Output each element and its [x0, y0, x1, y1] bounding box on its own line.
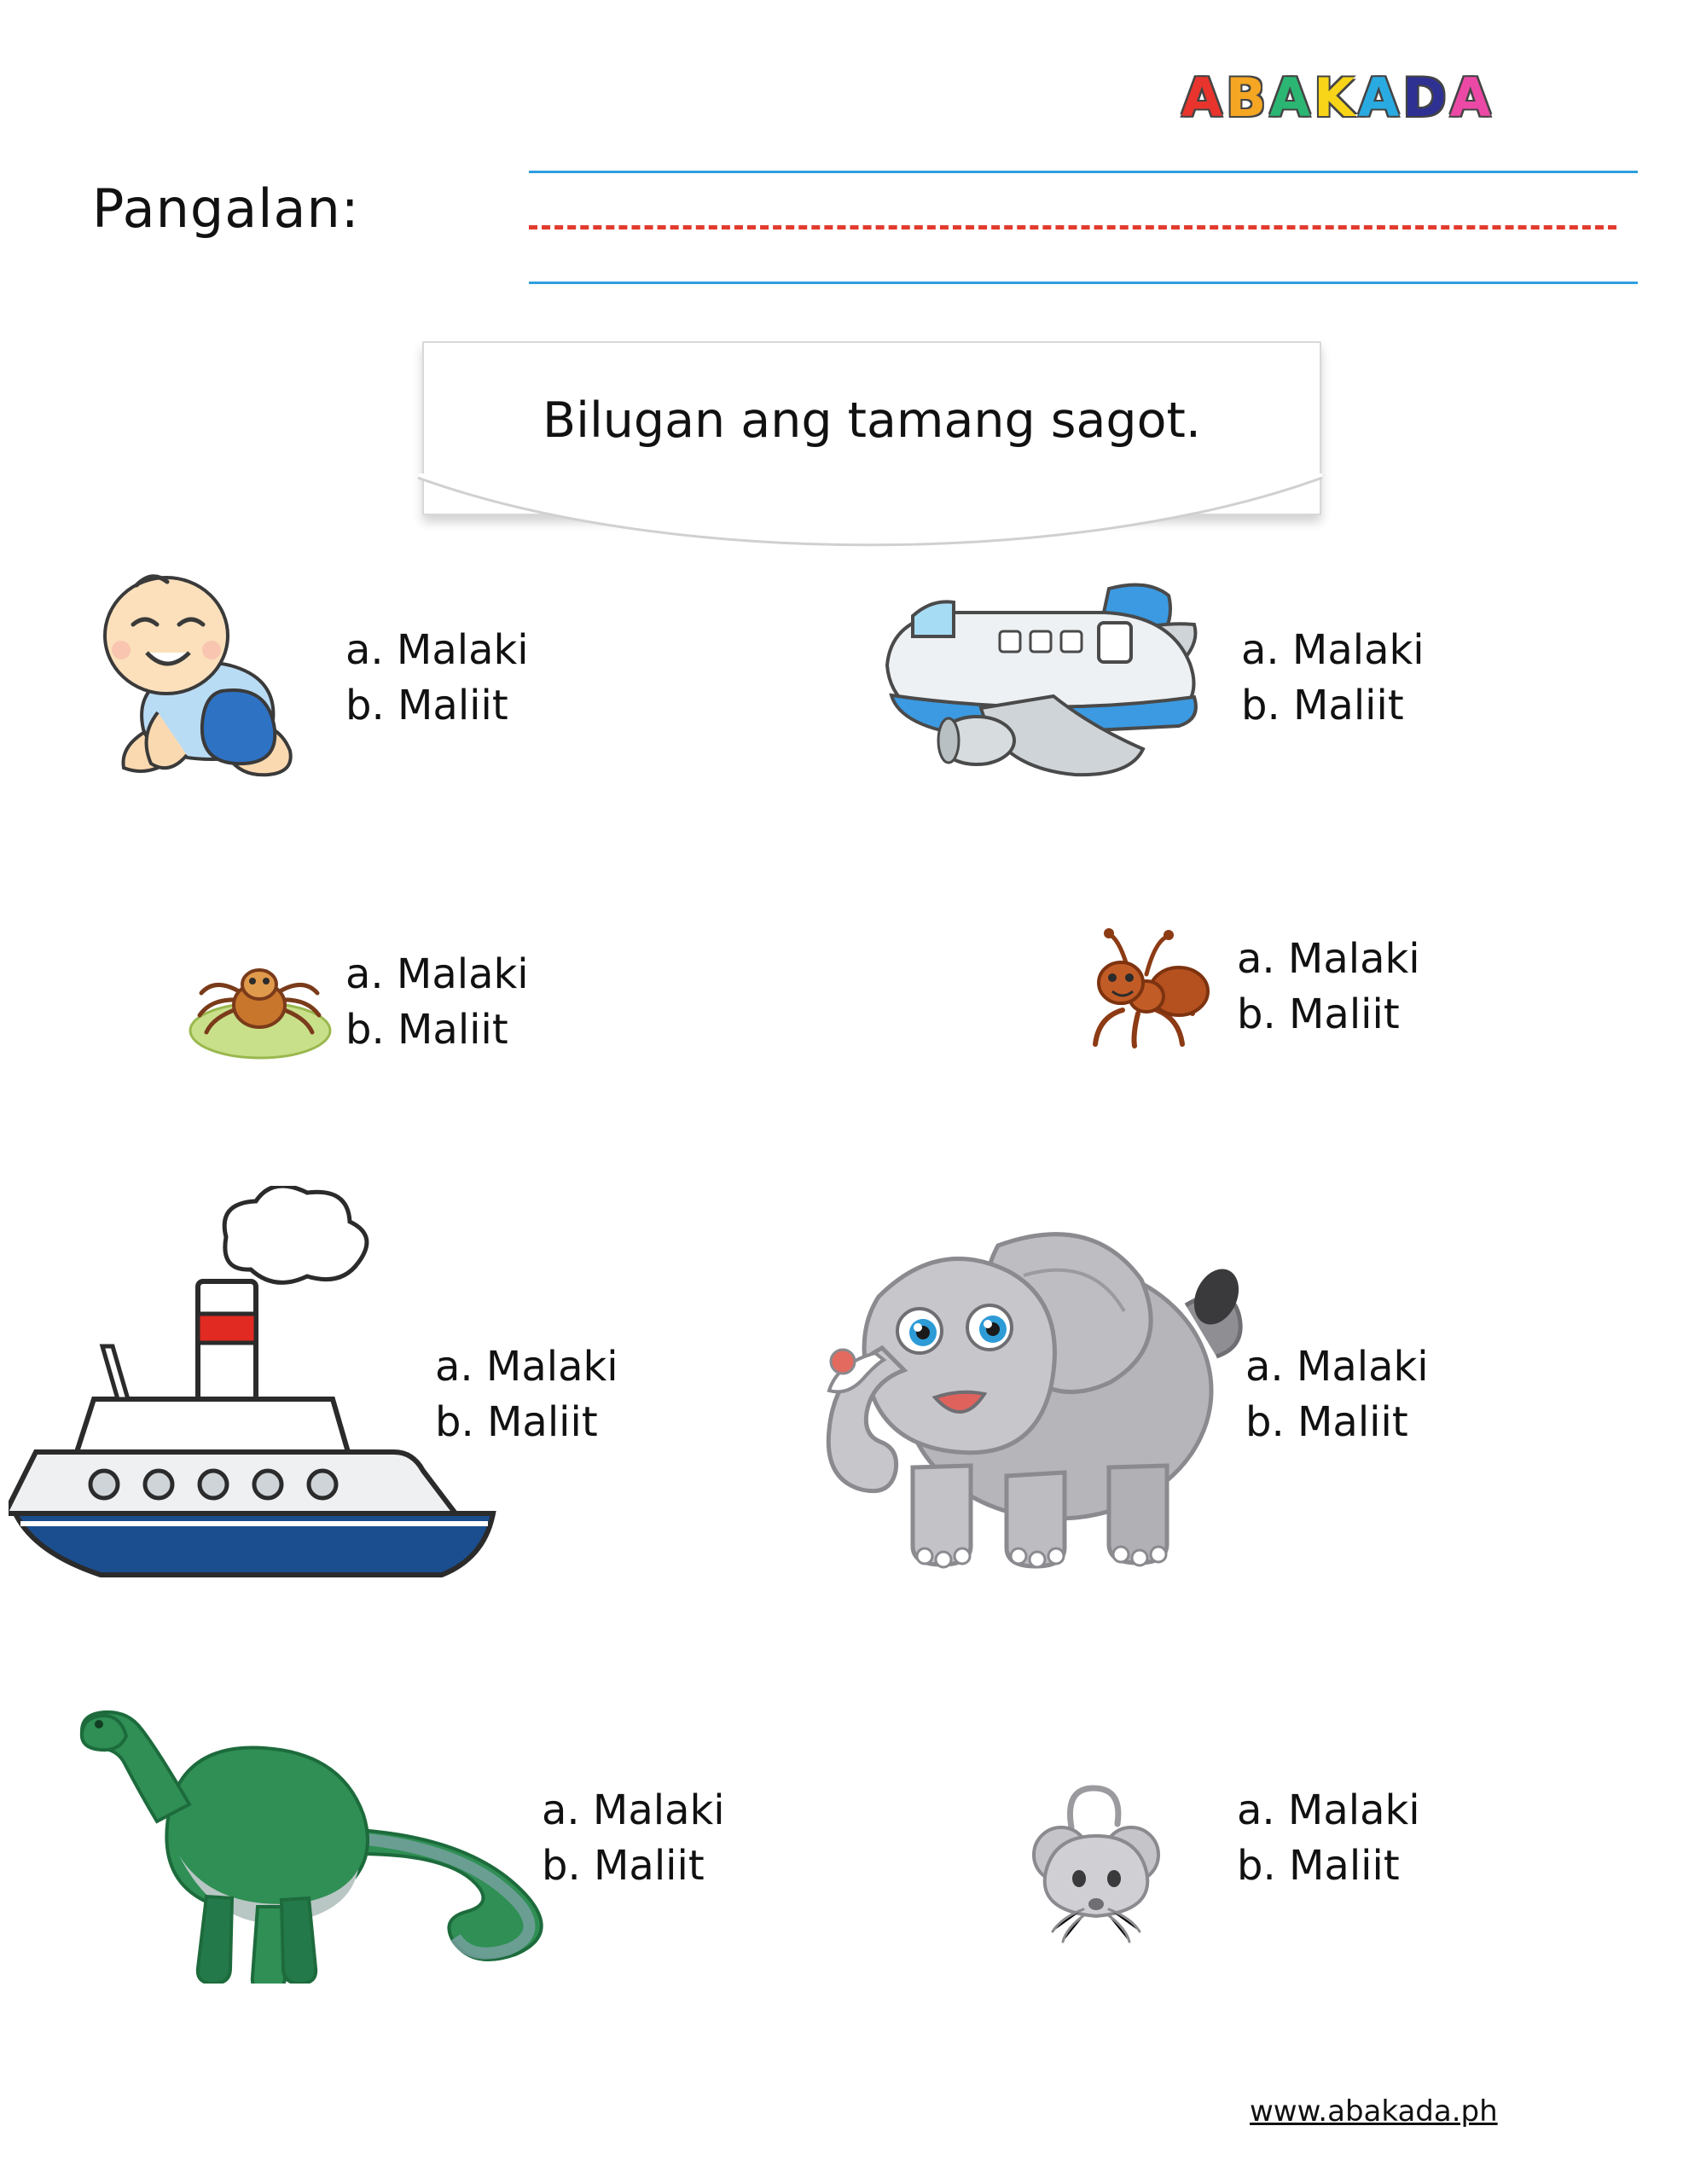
choice-a[interactable]: a. Malaki — [1245, 1343, 1429, 1391]
choice-b[interactable]: b. Maliit — [1241, 681, 1404, 729]
choices-ant[interactable] — [1237, 932, 1420, 1043]
choice-b[interactable]: b. Maliit — [345, 681, 508, 729]
name-rule-bottom — [529, 282, 1638, 284]
choice-b[interactable]: b. Maliit — [542, 1841, 705, 1890]
mouse-icon — [998, 1783, 1194, 1954]
choice-b[interactable]: b. Maliit — [1237, 990, 1400, 1038]
choices-elephant[interactable] — [1245, 1339, 1429, 1450]
instruction-banner — [422, 341, 1321, 515]
choices-ship[interactable] — [435, 1339, 618, 1450]
name-rule-top — [529, 171, 1638, 173]
choice-a[interactable]: a. Malaki — [1237, 1786, 1420, 1834]
baby-icon — [77, 563, 333, 802]
choice-a[interactable]: a. Malaki — [1237, 935, 1420, 983]
instruction-text: Bilugan ang tamang sagot. — [543, 392, 1201, 449]
airplane-icon — [853, 563, 1237, 810]
choices-baby[interactable] — [345, 623, 529, 734]
item-mouse — [964, 1757, 1646, 2005]
item-spider — [68, 913, 717, 1126]
choice-b[interactable]: b. Maliit — [1237, 1841, 1400, 1890]
choices-airplane[interactable] — [1241, 623, 1425, 734]
choice-a[interactable]: a. Malaki — [542, 1786, 725, 1834]
item-baby — [68, 563, 717, 810]
item-dinosaur — [60, 1693, 827, 2001]
choice-a[interactable]: a. Malaki — [345, 626, 529, 674]
choices-mouse[interactable] — [1237, 1783, 1420, 1894]
choice-a[interactable]: a. Malaki — [1241, 626, 1425, 674]
spider-icon — [179, 938, 341, 1066]
choice-a[interactable]: a. Malaki — [345, 950, 529, 998]
elephant-icon — [742, 1194, 1288, 1587]
name-field-row — [85, 162, 1612, 273]
choices-spider[interactable] — [345, 947, 529, 1058]
abakada-logo: ABAKADA — [1181, 67, 1494, 129]
choice-b[interactable]: b. Maliit — [345, 1005, 508, 1054]
choice-a[interactable]: a. Malaki — [435, 1343, 618, 1391]
item-ship — [0, 1177, 768, 1655]
website-link[interactable]: www.abakada.ph — [1250, 2094, 1498, 2129]
item-ant — [989, 904, 1638, 1118]
ant-icon — [1058, 921, 1220, 1071]
choice-b[interactable]: b. Maliit — [435, 1397, 598, 1446]
dinosaur-icon — [77, 1702, 606, 1984]
choices-dinosaur[interactable] — [542, 1783, 725, 1894]
item-elephant — [742, 1177, 1638, 1655]
name-label: Pangalan: — [92, 177, 360, 240]
name-writing-line[interactable] — [529, 225, 1616, 229]
choice-b[interactable]: b. Maliit — [1245, 1397, 1408, 1446]
item-airplane — [853, 563, 1621, 810]
